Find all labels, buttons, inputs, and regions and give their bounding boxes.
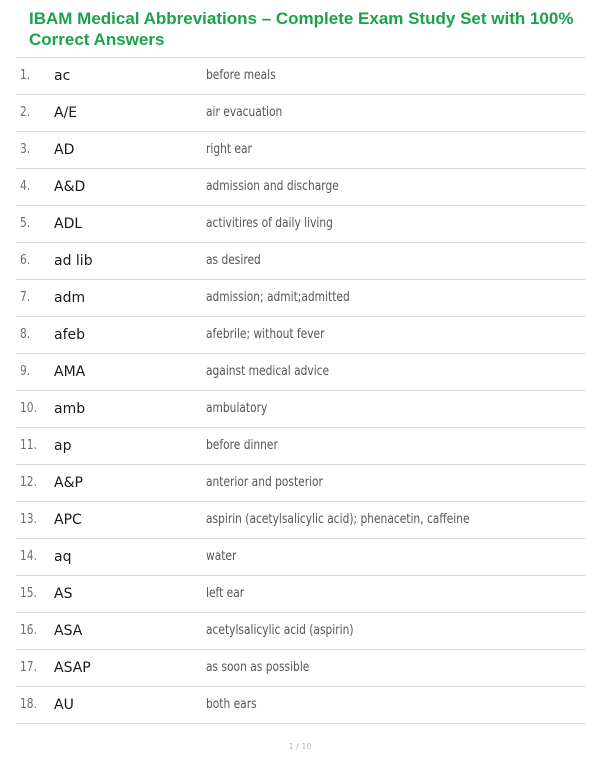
table-row <box>16 317 585 354</box>
table-row <box>16 354 585 391</box>
entry-number: 3. <box>20 142 31 157</box>
table-row <box>16 687 585 724</box>
entry-term: amb <box>54 401 86 417</box>
entry-definition: admission; admit;admitted <box>206 290 350 305</box>
table-row <box>16 613 585 650</box>
entry-number: 6. <box>20 253 31 268</box>
table-row <box>16 243 585 280</box>
entry-number: 18. <box>20 697 37 712</box>
entry-definition: afebrile; without fever <box>206 327 325 342</box>
table-row <box>16 95 585 132</box>
entry-definition: before dinner <box>206 438 278 453</box>
entry-term: A&D <box>54 179 86 195</box>
table-row <box>16 132 585 169</box>
entry-number: 14. <box>20 549 37 564</box>
entry-number: 1. <box>20 68 31 83</box>
entry-term: afeb <box>54 327 86 343</box>
table-row <box>16 58 585 95</box>
entry-term: ad lib <box>54 253 93 269</box>
entry-definition: ambulatory <box>206 401 268 416</box>
entry-term: ac <box>54 68 71 84</box>
entry-number: 5. <box>20 216 31 231</box>
table-row <box>16 465 585 502</box>
entry-definition: air evacuation <box>206 105 283 120</box>
entry-definition: left ear <box>206 586 245 601</box>
page-title: IBAM Medical Abbreviations – Complete Exam Study Set with 100% Correct Answers <box>29 9 574 49</box>
abbreviation-table <box>16 57 585 724</box>
entry-term: A&P <box>54 475 83 491</box>
entry-term: ADL <box>54 216 83 232</box>
entry-number: 13. <box>20 512 37 527</box>
table-row <box>16 280 585 317</box>
table-row <box>16 428 585 465</box>
entry-number: 4. <box>20 179 31 194</box>
table-row <box>16 650 585 687</box>
entry-number: 17. <box>20 660 37 675</box>
entry-term: ASA <box>54 623 83 639</box>
entry-definition: against medical advice <box>206 364 330 379</box>
entry-term: AMA <box>54 364 86 380</box>
entry-number: 15. <box>20 586 37 601</box>
entry-term: adm <box>54 290 86 306</box>
table-row <box>16 539 585 576</box>
entry-definition: water <box>206 549 237 564</box>
entry-number: 12. <box>20 475 37 490</box>
entry-definition: before meals <box>206 68 276 83</box>
table-row <box>16 502 585 539</box>
entry-number: 2. <box>20 105 31 120</box>
entry-number: 10. <box>20 401 37 416</box>
entry-number: 11. <box>20 438 37 453</box>
entry-definition: admission and discharge <box>206 179 339 194</box>
entry-definition: acetylsalicylic acid (aspirin) <box>206 623 354 638</box>
entry-definition: as soon as possible <box>206 660 310 675</box>
entry-term: ASAP <box>54 660 91 676</box>
entry-number: 16. <box>20 623 37 638</box>
entry-term: aq <box>54 549 72 565</box>
entry-definition: both ears <box>206 697 257 712</box>
table-row <box>16 206 585 243</box>
entry-term: APC <box>54 512 82 528</box>
entry-term: A/E <box>54 105 78 121</box>
entry-term: ap <box>54 438 72 454</box>
page-indicator: 1 / 10 <box>288 742 312 751</box>
table-row <box>16 391 585 428</box>
entry-number: 7. <box>20 290 31 305</box>
entry-definition: right ear <box>206 142 252 157</box>
table-row <box>16 169 585 206</box>
entry-number: 9. <box>20 364 31 379</box>
entry-definition: aspirin (acetylsalicylic acid); phenacetin, caffeine <box>206 512 470 527</box>
entry-number: 8. <box>20 327 31 342</box>
entry-definition: activitires of daily living <box>206 216 333 231</box>
entry-term: AS <box>54 586 73 602</box>
entry-definition: as desired <box>206 253 261 268</box>
entry-definition: anterior and posterior <box>206 475 323 490</box>
entry-term: AU <box>54 697 74 713</box>
entry-term: AD <box>54 142 75 158</box>
table-row <box>16 576 585 613</box>
